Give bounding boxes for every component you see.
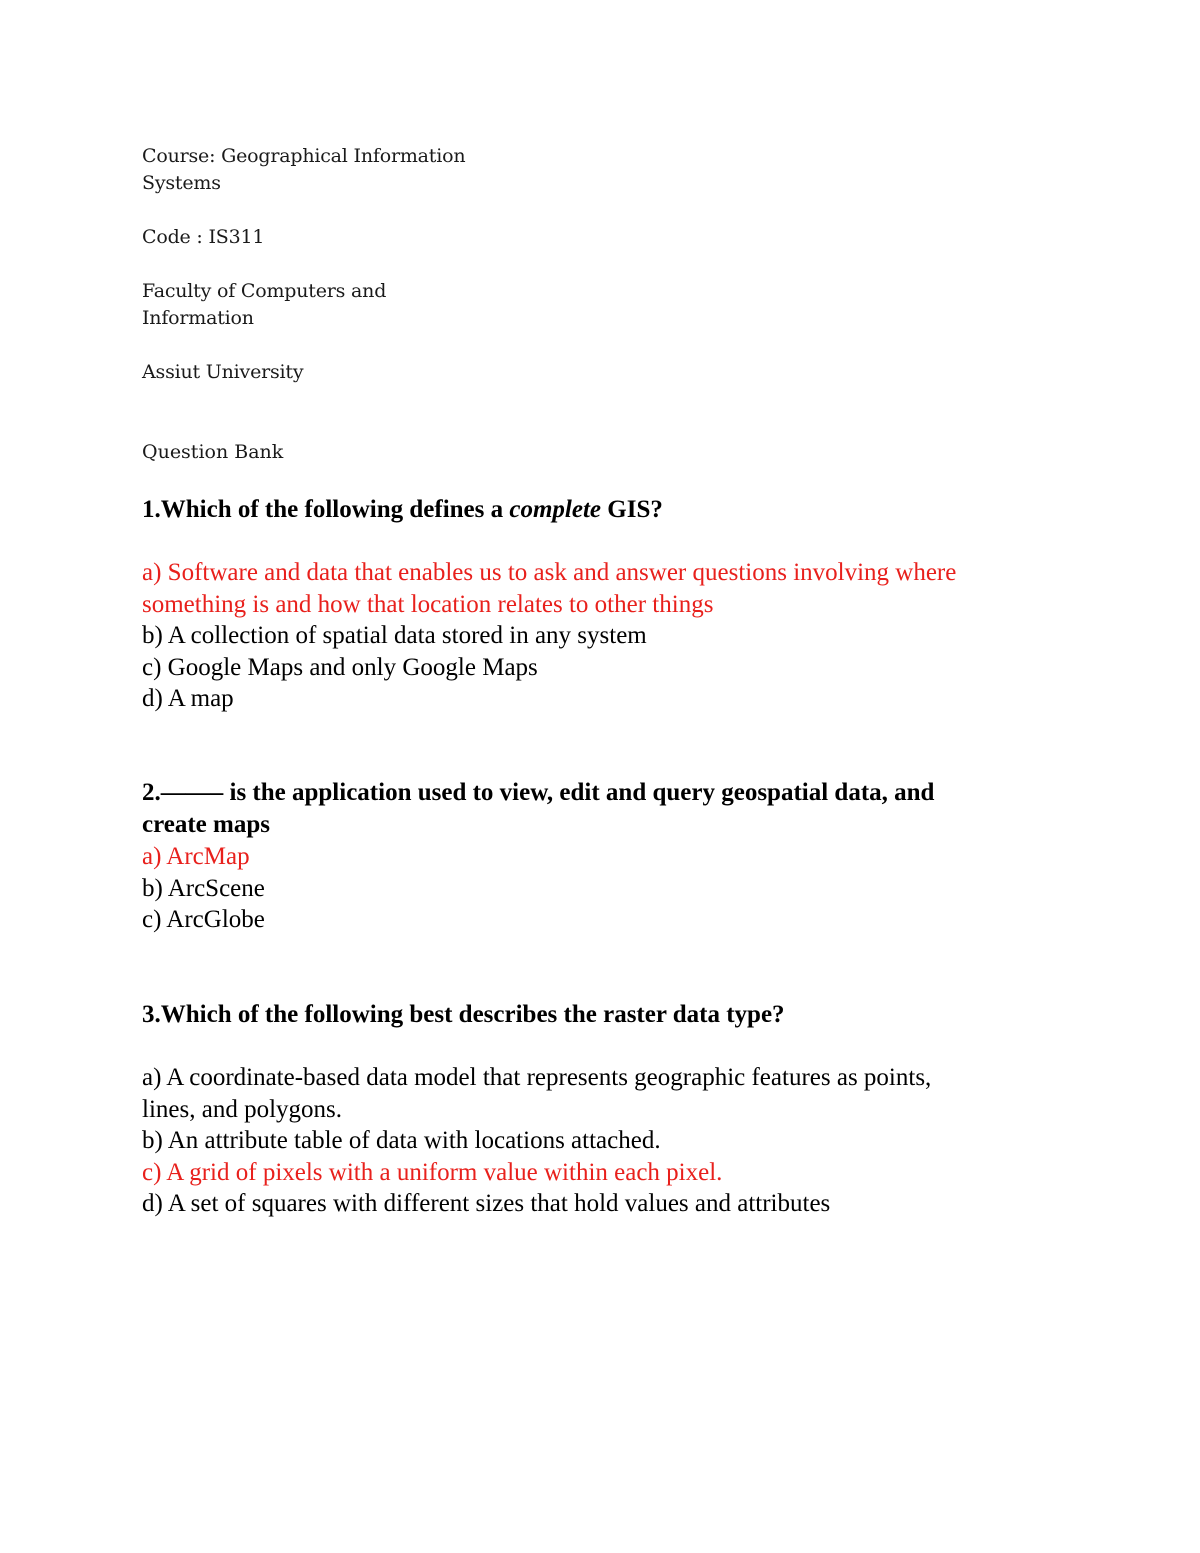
q3-option-c: c) A grid of pixels with a uniform value within each pixel. (142, 1158, 723, 1186)
q3-option-d: d) A set of squares with different sizes that hold values and attributes (142, 1190, 831, 1217)
q2-option-b: b) ArcScene (142, 874, 265, 902)
question-bank-title: Question Bank (142, 441, 284, 463)
university-text: Assiut University (142, 361, 304, 383)
faculty-line-2: Information (142, 307, 254, 329)
university (142, 359, 303, 386)
question-1-suffix: GIS? (601, 496, 663, 523)
q2-option-a: a) ArcMap (142, 843, 250, 870)
course-title (142, 143, 465, 197)
q1-option-c: c) Google Maps and only Google Maps (142, 653, 538, 681)
course-line-1: Course: Geographical Information (142, 145, 466, 167)
q3-option-a-line-2: lines, and polygons. (142, 1095, 342, 1123)
q1-option-a-line-2: something is and how that location relates to other things (142, 590, 714, 618)
course-line-2: Systems (142, 172, 221, 194)
q3-option-a-line-1: a) A coordinate-based data model that represents geographic features as points, (142, 1064, 932, 1091)
question-1-emphasis: complete (509, 496, 602, 523)
question-1-prefix: 1.Which of the following defines a (142, 496, 510, 523)
question-2-line-1: 2.——– is the application used to view, edit and query geospatial data, and (142, 779, 935, 806)
q1-option-b: b) A collection of spatial data stored in any system (142, 622, 647, 649)
question-3: 3.Which of the following best describes the raster data type? (142, 1001, 785, 1028)
q2-option-c: c) ArcGlobe (142, 906, 265, 933)
faculty (142, 278, 386, 332)
question-2-line-2: create maps (142, 811, 270, 838)
q1-option-d: d) A map (142, 685, 234, 712)
faculty-line-1: Faculty of Computers and (142, 280, 387, 302)
q1-option-a-line-1: a) Software and data that enables us to ask and answer questions involving where (142, 559, 957, 586)
course-code (142, 224, 264, 251)
question-1 (142, 494, 663, 526)
course-code-text: Code : IS311 (142, 226, 265, 248)
q3-option-b: b) An attribute table of data with locations attached. (142, 1127, 661, 1154)
